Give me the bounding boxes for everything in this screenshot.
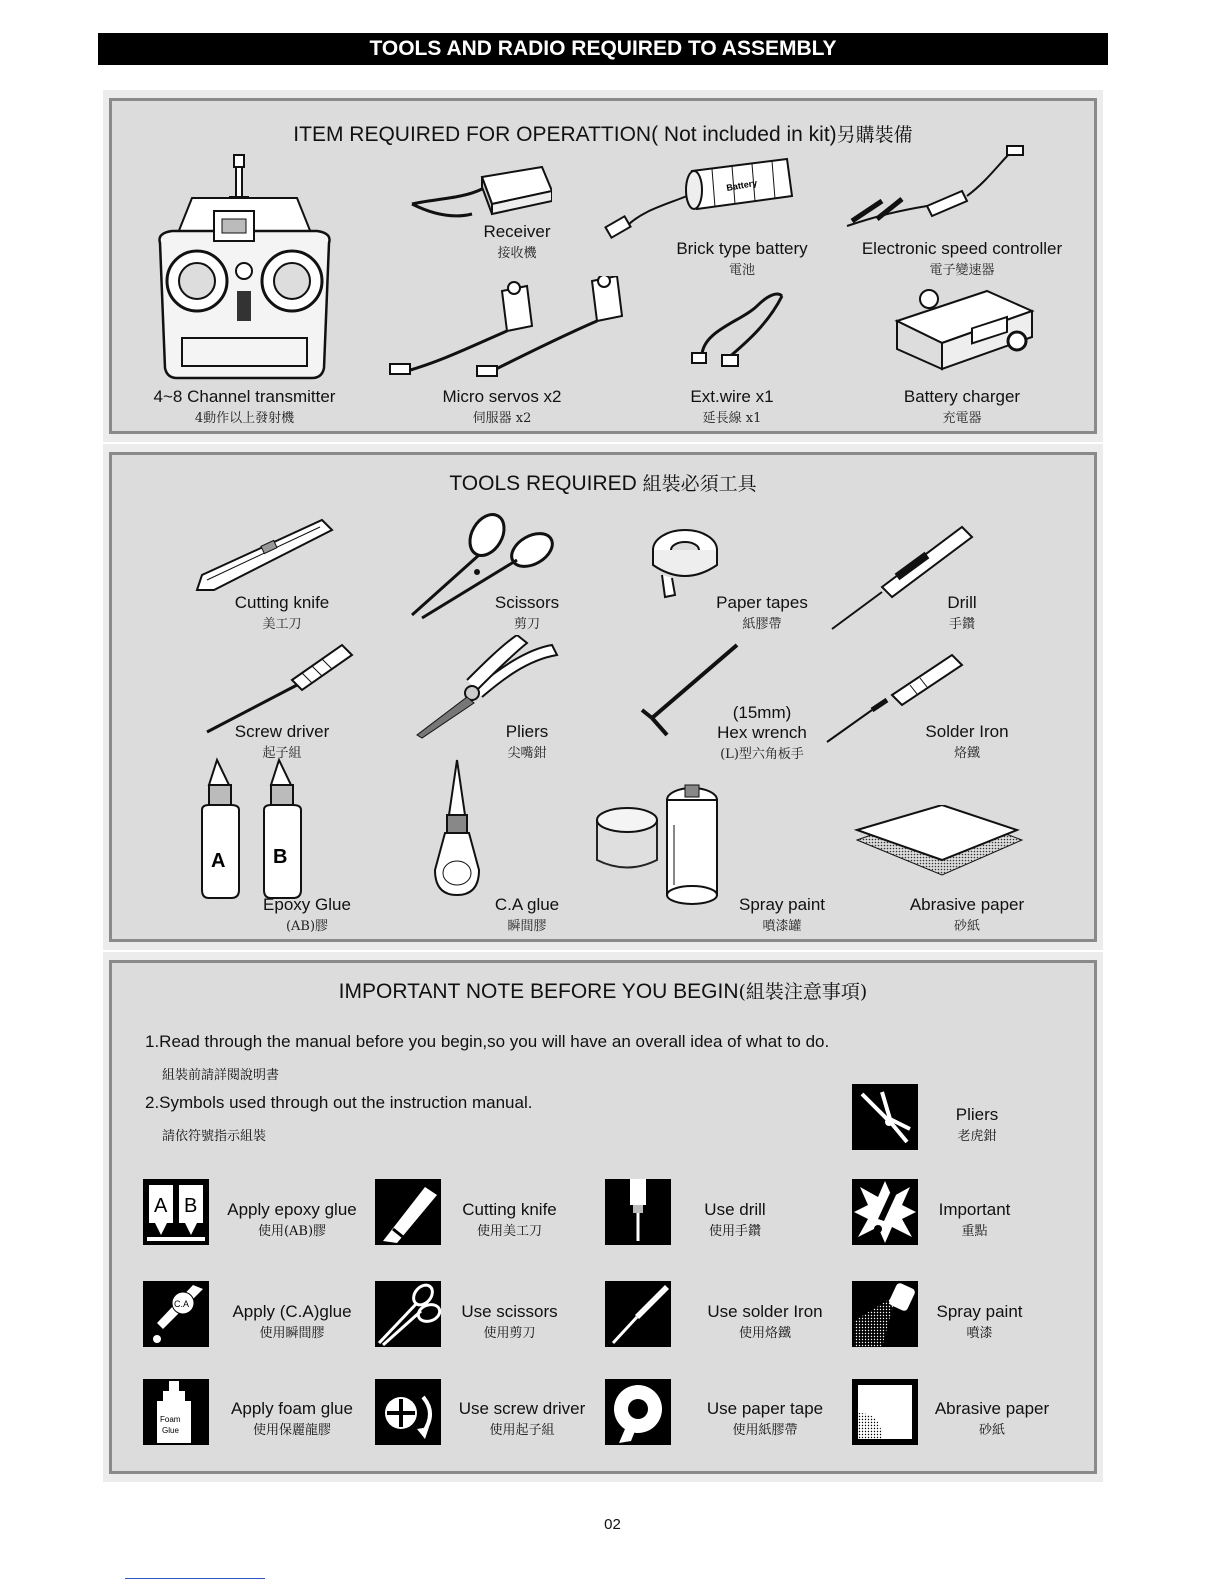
symbol-ca-glue: Apply (C.A)glue 使用瞬間膠 bbox=[232, 1302, 352, 1341]
tool-pliers: Pliers 尖嘴鉗 bbox=[505, 722, 549, 761]
item-esc: Electronic speed controller 電子變速器 bbox=[861, 239, 1063, 278]
symbol-foam-glue: Apply foam glue 使用保麗龍膠 bbox=[231, 1399, 353, 1438]
esc-illustration bbox=[837, 141, 1037, 231]
spray-paint-illustration bbox=[592, 775, 737, 905]
tape-icon bbox=[605, 1379, 671, 1445]
symbol-solder-iron: Use solder Iron 使用烙鐵 bbox=[707, 1302, 823, 1341]
item-ext-wire: Ext.wire x1 延長線 x1 bbox=[690, 387, 774, 426]
tools-panel bbox=[103, 444, 1103, 950]
servos-illustration bbox=[382, 276, 652, 386]
battery-illustration bbox=[602, 151, 802, 246]
foam-text: Foam bbox=[160, 1415, 181, 1424]
bottle-b-label: B bbox=[273, 846, 288, 868]
epoxy-a-text: A bbox=[154, 1195, 168, 1217]
item-receiver: Receiver 接收機 bbox=[483, 222, 551, 261]
note-2-zh: 請依符號指示組裝 bbox=[162, 1129, 267, 1144]
symbol-abrasive-paper: Abrasive paper 砂紙 bbox=[934, 1399, 1050, 1438]
tool-drill: Drill 手鑽 bbox=[947, 593, 977, 632]
item-servos: Micro servos x2 伺服器 x2 bbox=[442, 387, 562, 426]
item-battery: Brick type battery 電池 bbox=[676, 239, 808, 278]
sandpaper-icon bbox=[852, 1379, 918, 1445]
tool-hex-wrench: (15mm) Hex wrench (L)型六角板手 bbox=[717, 703, 807, 762]
bottle-a-label: A bbox=[211, 850, 226, 872]
operation-panel bbox=[103, 90, 1103, 442]
tools-title: TOOLS REQUIRED 組裝必須工具 bbox=[449, 472, 757, 495]
footer-line bbox=[125, 1578, 265, 1579]
screwdriver-icon bbox=[375, 1379, 441, 1445]
operation-title: ITEM REQUIRED FOR OPERATTION( Not included in kit)另購裝備 bbox=[293, 123, 913, 146]
item-transmitter: 4~8 Channel transmitter 4動作以上發射機 bbox=[153, 387, 336, 426]
epoxy-icon bbox=[143, 1179, 209, 1245]
ca-text: C.A bbox=[174, 1299, 190, 1309]
symbol-spray-paint: Spray paint 噴漆 bbox=[936, 1302, 1023, 1341]
cutting-knife-illustration bbox=[192, 515, 337, 595]
charger-illustration bbox=[887, 281, 1037, 376]
symbol-important: Important 重點 bbox=[938, 1200, 1011, 1239]
pliers-icon bbox=[852, 1084, 918, 1150]
solder-icon bbox=[605, 1281, 671, 1347]
item-charger: Battery charger 充電器 bbox=[903, 387, 1021, 426]
symbol-use-drill: Use drill 使用手鑽 bbox=[704, 1200, 766, 1239]
tool-scissors: Scissors 剪刀 bbox=[494, 593, 560, 632]
notes-title: IMPORTANT NOTE BEFORE YOU BEGIN(組裝注意事項) bbox=[338, 980, 868, 1003]
ca-glue-icon bbox=[143, 1281, 209, 1347]
screwdriver-illustration bbox=[197, 640, 357, 735]
symbol-paper-tape: Use paper tape 使用紙膠帶 bbox=[706, 1399, 824, 1438]
abrasive-paper-illustration bbox=[847, 805, 1027, 880]
note-2: 2.Symbols used through out the instruction manual. bbox=[145, 1093, 533, 1112]
page-number: 02 bbox=[604, 1516, 621, 1533]
symbol-epoxy: Apply epoxy glue 使用(AB)膠 bbox=[227, 1200, 357, 1239]
tool-spray-paint: Spray paint 噴漆罐 bbox=[739, 895, 825, 934]
page-header: TOOLS AND RADIO REQUIRED TO ASSEMBLY bbox=[98, 33, 1108, 65]
symbol-screw-driver: Use screw driver 使用起子組 bbox=[458, 1399, 586, 1438]
glue-text: Glue bbox=[162, 1426, 179, 1435]
epoxy-bottles-illustration bbox=[197, 755, 327, 905]
note-1-zh: 組裝前請詳閱說明書 bbox=[162, 1068, 280, 1083]
scissors-icon bbox=[375, 1281, 441, 1347]
symbol-use-scissors: Use scissors 使用剪刀 bbox=[461, 1302, 558, 1341]
knife-icon bbox=[375, 1179, 441, 1245]
tool-screw-driver: Screw driver 起子組 bbox=[234, 722, 330, 761]
tool-solder-iron: Solder Iron 烙鐵 bbox=[925, 722, 1009, 761]
epoxy-b-text: B bbox=[184, 1195, 198, 1217]
note-1: 1.Read through the manual before you begin,so you will have an overall idea of what to do. bbox=[145, 1032, 830, 1051]
tool-epoxy-glue: Epoxy Glue (AB)膠 bbox=[263, 895, 351, 934]
foam-glue-icon bbox=[143, 1379, 209, 1445]
drill-icon bbox=[605, 1179, 671, 1245]
ext-wire-illustration bbox=[682, 291, 792, 371]
tool-cutting-knife: Cutting knife 美工刀 bbox=[234, 593, 330, 632]
ca-glue-illustration bbox=[427, 755, 487, 900]
symbol-cutting-knife: Cutting knife 使用美工刀 bbox=[462, 1200, 557, 1239]
symbol-pliers: Pliers 老虎鉗 bbox=[955, 1105, 999, 1144]
spray-icon bbox=[852, 1281, 918, 1347]
transmitter-illustration bbox=[152, 153, 337, 383]
tool-abrasive-paper: Abrasive paper 砂紙 bbox=[909, 895, 1025, 934]
notes-panel bbox=[103, 952, 1103, 1482]
tool-ca-glue: C.A glue 瞬間膠 bbox=[494, 895, 560, 934]
battery-label: Battery bbox=[725, 177, 758, 193]
tool-paper-tapes: Paper tapes 紙膠帶 bbox=[716, 593, 808, 632]
important-icon bbox=[852, 1179, 918, 1245]
paper-tapes-illustration bbox=[647, 525, 737, 600]
